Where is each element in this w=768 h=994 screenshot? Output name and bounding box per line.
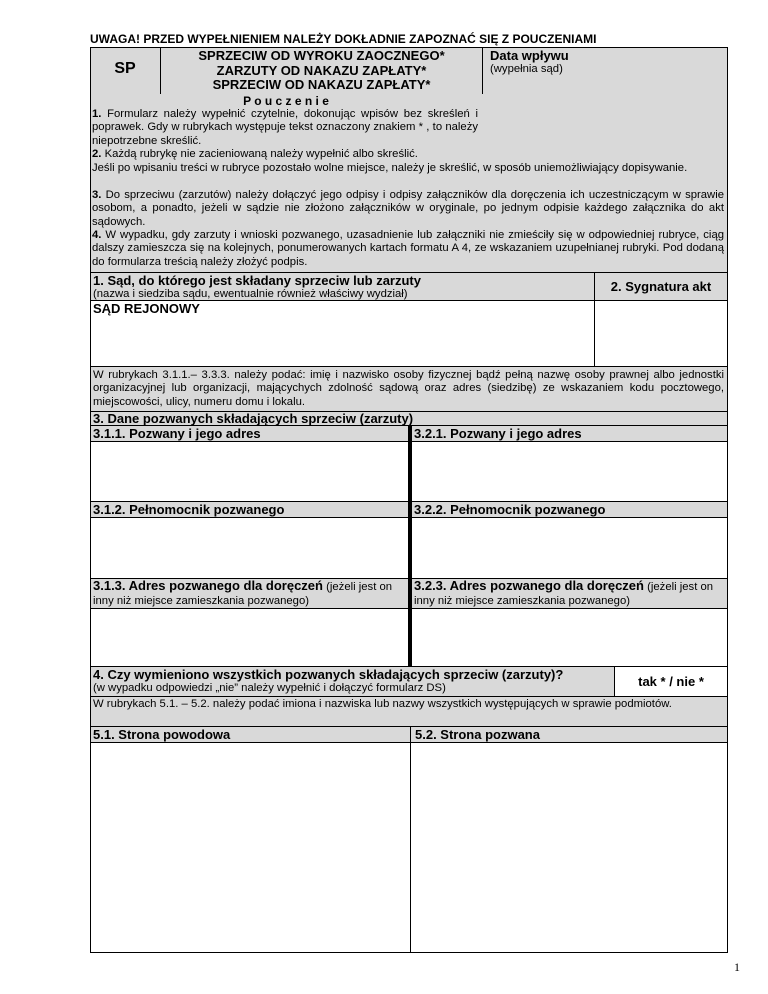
court-name-value: SĄD REJONOWY xyxy=(93,301,200,316)
receipt-date-label: Data wpływu xyxy=(490,48,569,63)
form-title-box xyxy=(160,47,482,94)
section-4-answer: tak * / nie * xyxy=(638,674,704,689)
field-322-label: 3.2.2. Pełnomocnik pozwanego xyxy=(414,502,606,517)
field-323-label: 3.2.3. Adres pozwanego dla doręczeń xyxy=(414,578,644,593)
field-322-input[interactable] xyxy=(410,518,728,579)
instruction-1-text: Formularz należy wypełnić czytelnie, dokonując wpisów bez skreśleń i poprawek. Gdy w rubrykach występuje tekst oznaczony znakiem * , to należy niepotrzebne skreślić. xyxy=(92,108,478,147)
instruction-2 xyxy=(92,148,478,161)
section-5-note: W rubrykach 5.1. – 5.2. należy podać imiona i nazwiska lub nazwy wszystkich występujących w sprawie podmiotów. xyxy=(90,697,728,727)
section-3-title: 3. Dane pozwanych składających sprzeciw (zarzuty) xyxy=(93,411,414,426)
field-313-label-box xyxy=(90,579,410,609)
field-51-label: 5.1. Strona powodowa xyxy=(93,727,231,742)
court-name-field[interactable] xyxy=(90,301,595,367)
field-52-label-box xyxy=(410,727,728,743)
instruction-2-text: Każdą rubrykę nie zacieniowaną należy wypełnić albo skreślić. xyxy=(104,148,418,160)
field-323-input[interactable] xyxy=(410,609,728,667)
field-321-label-box xyxy=(410,426,728,442)
field-321-input[interactable] xyxy=(410,442,728,502)
field-313-note: (jeżeli jest on inny niż miejsce zamieszkania pozwanego) xyxy=(93,581,393,607)
instruction-4-text: W wypadku, gdy zarzuty i wnioski pozwanego, uzasadnienie lub załączniki nie zmieściły się w odpowiedniej rubryce, ciąg dalszy zamieszcza się na kolejnych, ponumerowanych kartach formatu A 4, ze wskazaniem uzupełnianej rubryki. Pod dodaną do formularza treścią należy złożyć podpis. xyxy=(92,229,725,268)
section-2-header xyxy=(595,273,728,301)
instruction-3-text: Do sprzeciwu (zarzutów) należy dołączyć jego odpisy i odpisy załączników dla doręczenia ich uczestniczącym w sprawie osobom, a ponadto, jeżeli w sądzie nie złożono załączników w oryginale, po jednym odpisie każdego załącznika do akt sądowych. xyxy=(92,189,724,228)
case-number-field[interactable] xyxy=(595,301,728,367)
field-311-input[interactable] xyxy=(90,442,410,502)
instruction-4 xyxy=(92,229,724,269)
field-52-input[interactable] xyxy=(410,743,728,953)
section-4-title: 4. Czy wymieniono wszystkich pozwanych składających sprzeciw (zarzuty)? xyxy=(93,667,564,682)
section-4-note: (w wypadku odpowiedzi „nie” należy wypełnić i dołączyć formularz DS) xyxy=(93,682,446,694)
instruction-1-num: 1. xyxy=(92,108,102,120)
form-title-3: SPRZECIW OD NAKAZU ZAPŁATY* xyxy=(212,77,431,92)
section-3-divider xyxy=(408,426,412,667)
form-code: SP xyxy=(114,60,136,77)
field-312-input[interactable] xyxy=(90,518,410,579)
receipt-date-note: (wypełnia sąd) xyxy=(490,63,563,75)
field-323-note: (jeżeli jest on inny niż miejsce zamieszkania pozwanego) xyxy=(414,581,714,607)
page-number: 1 xyxy=(734,960,740,974)
field-313-input[interactable] xyxy=(90,609,410,667)
field-312-label: 3.1.2. Pełnomocnik pozwanego xyxy=(93,502,285,517)
section-1-note: (nazwa i siedziba sądu, ewentualnie również właściwy wydział) xyxy=(93,288,408,300)
instruction-2-num: 2. xyxy=(92,148,102,160)
section-4-question-box xyxy=(90,667,615,697)
instruction-3 xyxy=(92,189,724,229)
field-311-label-box xyxy=(90,426,410,442)
instruction-3-num: 3. xyxy=(92,189,102,201)
section-1-title: 1. Sąd, do którego jest składany sprzeciw lub zarzuty xyxy=(93,273,421,288)
field-313-label: 3.1.3. Adres pozwanego dla doręczeń xyxy=(93,578,323,593)
form-title-2: ZARZUTY OD NAKAZU ZAPŁATY* xyxy=(216,62,427,78)
form-title-1: SPRZECIW OD WYROKU ZAOCZNEGO* xyxy=(198,48,445,63)
section-2-title: 2. Sygnatura akt xyxy=(610,279,712,294)
field-321-label: 3.2.1. Pozwany i jego adres xyxy=(414,426,582,441)
instruction-1 xyxy=(92,108,478,148)
field-51-label-box xyxy=(90,727,410,743)
field-313-label-wrap xyxy=(91,579,410,608)
section-1-header xyxy=(90,273,595,301)
section-3-header xyxy=(90,412,728,426)
field-322-label-box xyxy=(410,502,728,518)
field-51-input[interactable] xyxy=(90,743,410,953)
section-4-answer-box[interactable] xyxy=(615,667,728,697)
instruction-2-cont: Jeśli po wpisaniu treści w rubryce pozostało wolne miejsce, należy je skreślić, w sposób uniemożliwiający dopisywanie. xyxy=(92,162,688,174)
instruction-4-num: 4. xyxy=(92,229,102,241)
section-3-note: W rubrykach 3.1.1.– 3.3.3. należy podać: imię i nazwisko osoby fizycznej bądź pełną nazwę osoby prawnej albo jednostki organizacyjnej lub organizacji, mającychych zdolność sądową oraz adres (siedzibę) ze wskazaniem kodu pocztowego, miejscowości, ulicy, numeru domu i lokalu. xyxy=(90,367,728,412)
field-312-label-box xyxy=(90,502,410,518)
field-311-label: 3.1.1. Pozwany i jego adres xyxy=(93,426,261,441)
field-323-label-wrap xyxy=(410,579,727,608)
instructions-heading: P o u c z e n i e xyxy=(243,94,329,108)
warning-banner: UWAGA! PRZED WYPEŁNIENIEM NALEŻY DOKŁADNIE ZAPOZNAĆ SIĘ Z POUCZENIAMI xyxy=(90,32,597,46)
field-323-label-box xyxy=(410,579,728,609)
field-52-label: 5.2. Strona pozwana xyxy=(415,727,540,742)
